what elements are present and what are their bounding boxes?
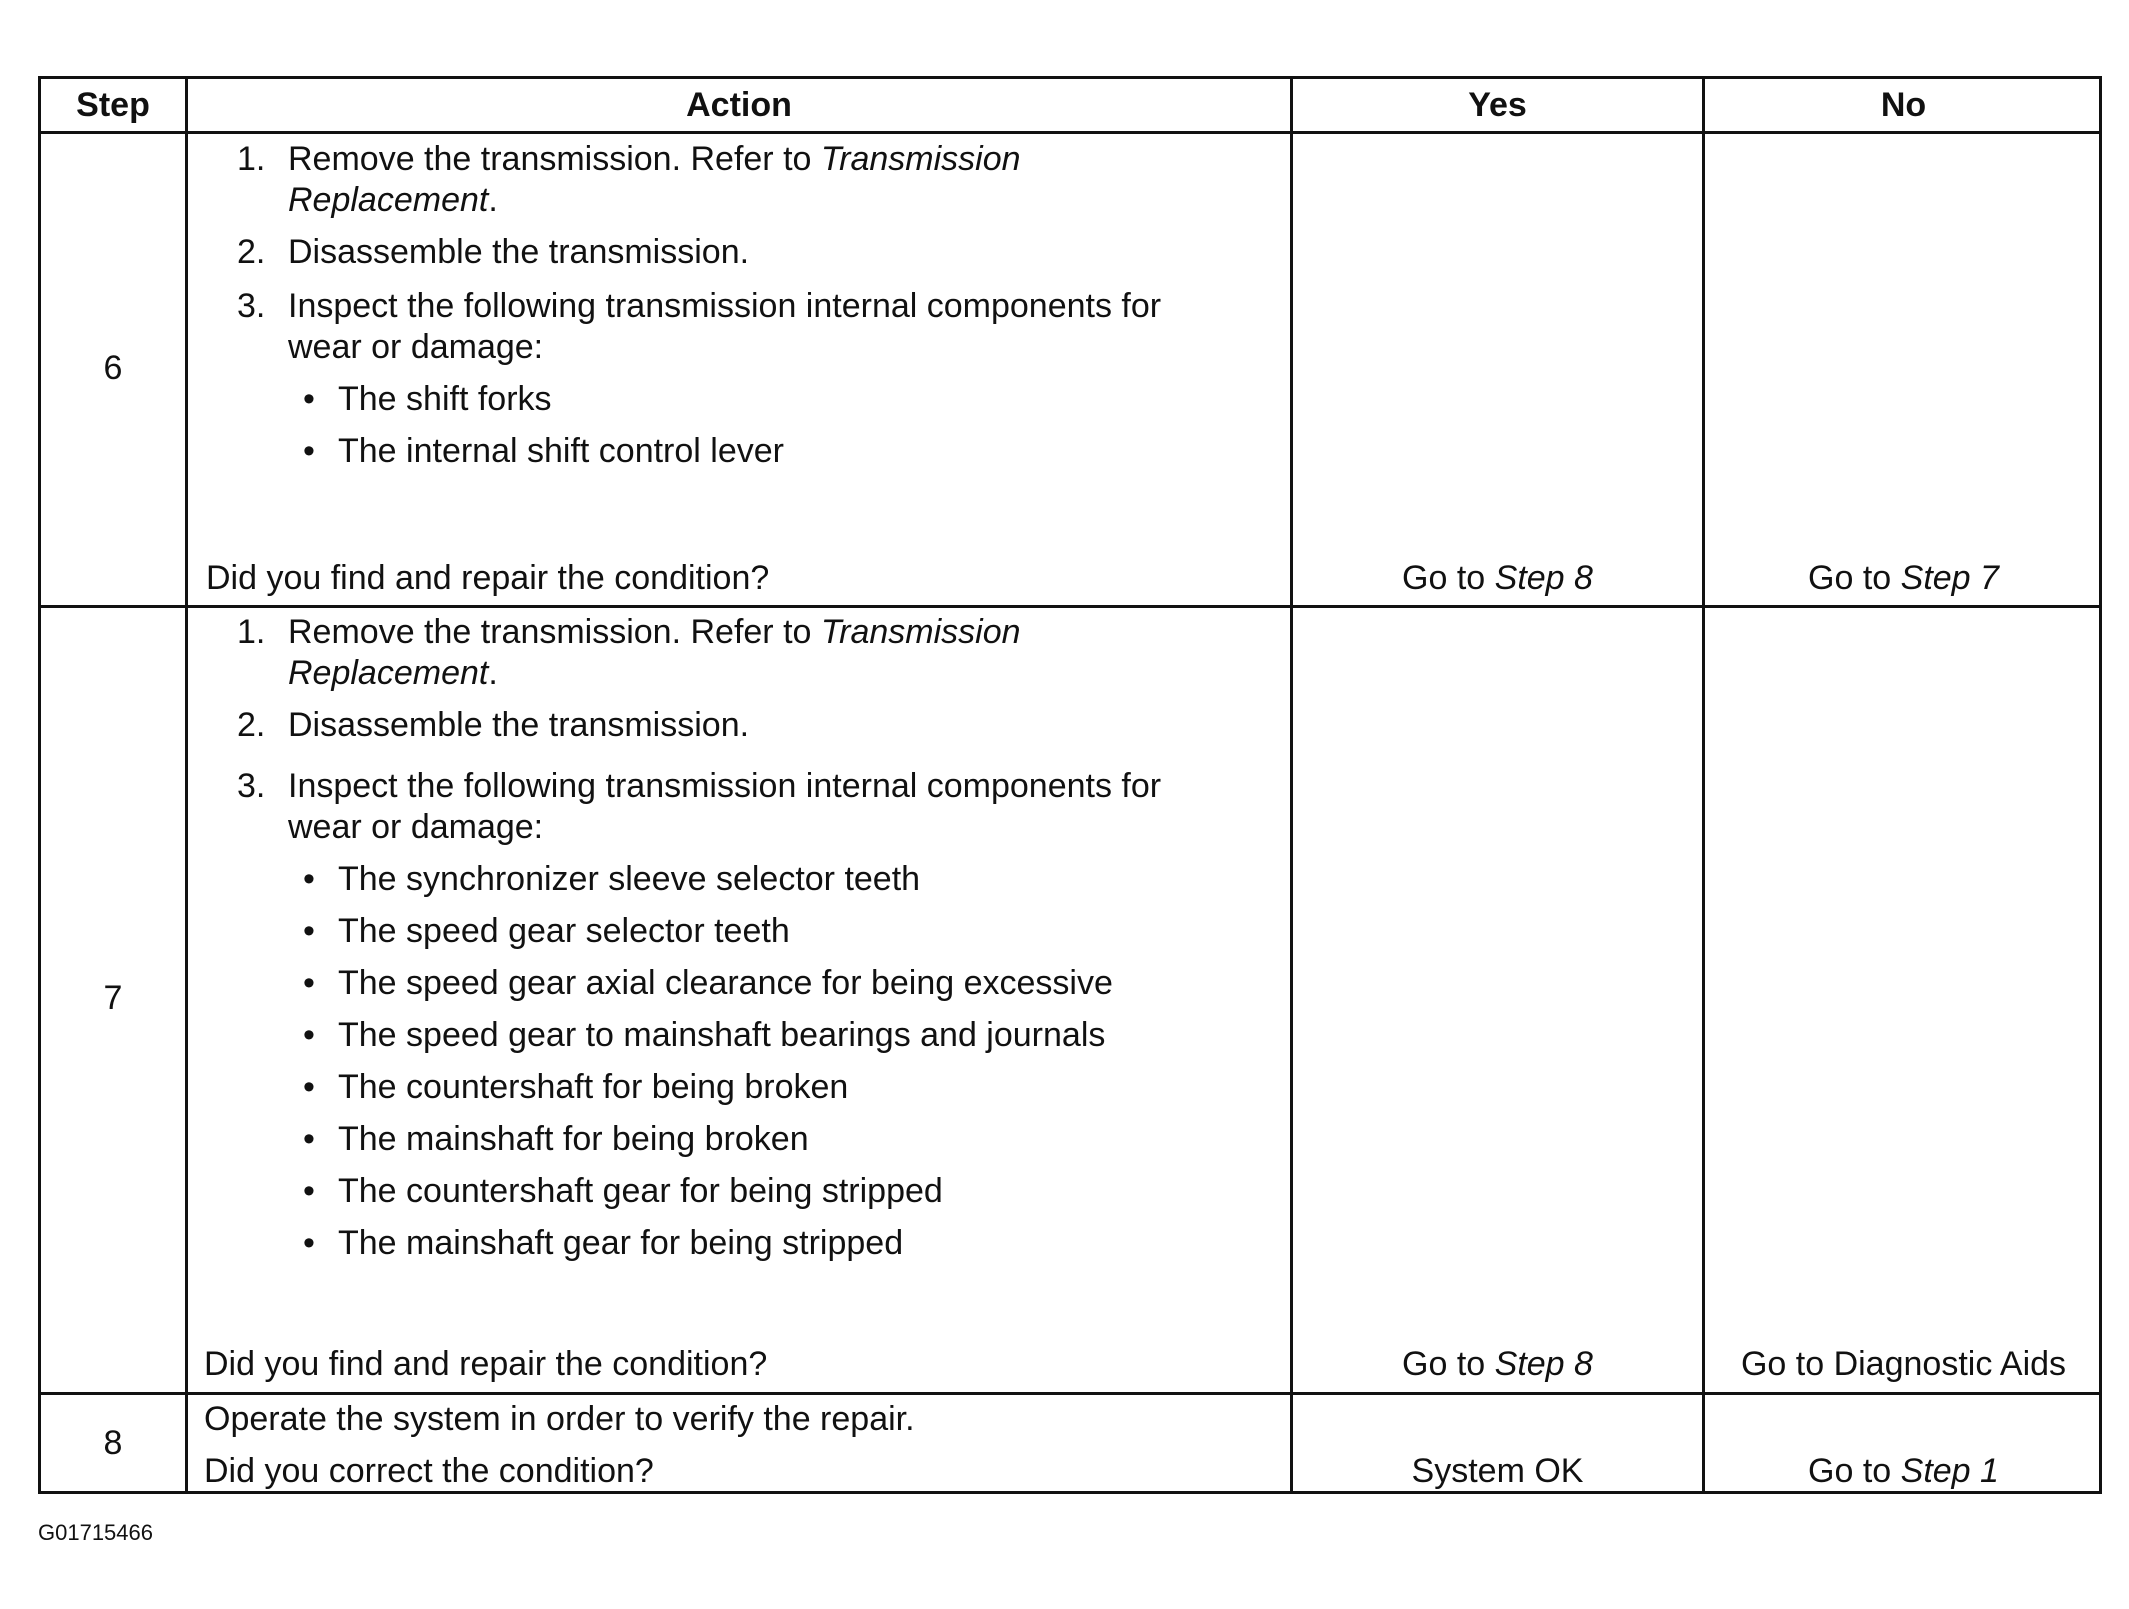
- bullet-icon: •: [303, 1016, 315, 1054]
- action-item: Inspect the following transmission internal components for: [288, 767, 1162, 805]
- no-answer: Go to Step 7: [1808, 559, 1999, 597]
- step-number: 8: [103, 1424, 123, 1462]
- bullet-icon: •: [303, 860, 315, 898]
- bullet-item: The speed gear selector teeth: [338, 912, 790, 950]
- header-action: Action: [686, 85, 792, 124]
- row-divider: [41, 1392, 2099, 1395]
- action-item-continued: Replacement.: [288, 654, 498, 692]
- bullet-icon: •: [303, 964, 315, 1002]
- bullet-icon: •: [303, 1172, 315, 1210]
- column-divider: [185, 79, 188, 1491]
- item-number: 2.: [237, 706, 266, 744]
- bullet-item: The countershaft gear for being stripped: [338, 1172, 943, 1210]
- action-item: Remove the transmission. Refer to Transmission: [288, 140, 1021, 178]
- yes-answer: System OK: [1411, 1452, 1584, 1490]
- reference-link: Transmission: [820, 140, 1021, 178]
- step-link: Step 1: [1900, 1452, 1999, 1490]
- bullet-item: The mainshaft gear for being stripped: [338, 1224, 904, 1262]
- bullet-item: The countershaft for being broken: [338, 1068, 849, 1106]
- question-text: Did you correct the condition?: [204, 1452, 654, 1490]
- step-link: Step 8: [1494, 1345, 1593, 1383]
- action-item-continued: wear or damage:: [288, 328, 544, 366]
- question-text: Did you find and repair the condition?: [206, 559, 770, 597]
- step-link: Step 8: [1494, 559, 1593, 597]
- header-yes: Yes: [1468, 85, 1527, 124]
- yes-answer: Go to Step 8: [1402, 1345, 1593, 1383]
- no-answer: Go to Diagnostic Aids: [1740, 1345, 2067, 1383]
- reference-link: Replacement: [288, 654, 489, 692]
- bullet-item: The synchronizer sleeve selector teeth: [338, 860, 921, 898]
- figure-id: G01715466: [38, 1520, 153, 1545]
- action-item: Disassemble the transmission.: [288, 706, 750, 744]
- bullet-icon: •: [303, 432, 315, 470]
- item-number: 3.: [237, 767, 266, 805]
- bullet-item: The internal shift control lever: [338, 432, 784, 470]
- action-item-continued: wear or damage:: [288, 808, 544, 846]
- action-item-continued: Replacement.: [288, 181, 498, 219]
- step-number: 6: [103, 349, 123, 387]
- column-divider: [1702, 79, 1705, 1491]
- step-link: Step 7: [1900, 559, 1999, 597]
- action-item: Inspect the following transmission internal components for: [288, 287, 1162, 325]
- reference-link: Transmission: [820, 613, 1021, 651]
- bullet-icon: •: [303, 1224, 315, 1262]
- item-number: 1.: [237, 140, 266, 178]
- bullet-icon: •: [303, 1120, 315, 1158]
- step-number: 7: [103, 979, 123, 1017]
- header-no: No: [1880, 85, 1927, 124]
- row-divider: [41, 605, 2099, 608]
- action-item: Operate the system in order to verify the repair.: [204, 1400, 915, 1438]
- bullet-icon: •: [303, 912, 315, 950]
- bullet-item: The shift forks: [338, 380, 552, 418]
- item-number: 2.: [237, 233, 266, 271]
- no-answer: Go to Step 1: [1808, 1452, 1999, 1490]
- header-step: Step: [76, 85, 150, 124]
- yes-answer: Go to Step 8: [1402, 559, 1593, 597]
- bullet-item: The mainshaft for being broken: [338, 1120, 809, 1158]
- column-divider: [1290, 79, 1293, 1491]
- question-text: Did you find and repair the condition?: [204, 1345, 768, 1383]
- bullet-item: The speed gear axial clearance for being excessive: [338, 964, 1113, 1002]
- action-item: Remove the transmission. Refer to Transmission: [288, 613, 1021, 651]
- bullet-icon: •: [303, 1068, 315, 1106]
- item-number: 3.: [237, 287, 266, 325]
- action-item: Disassemble the transmission.: [288, 233, 750, 271]
- reference-link: Replacement: [288, 181, 489, 219]
- row-divider: [41, 131, 2099, 134]
- bullet-item: The speed gear to mainshaft bearings and journals: [338, 1016, 1106, 1054]
- item-number: 1.: [237, 613, 266, 651]
- bullet-icon: •: [303, 380, 315, 418]
- diagnostic-table: [38, 76, 2102, 1494]
